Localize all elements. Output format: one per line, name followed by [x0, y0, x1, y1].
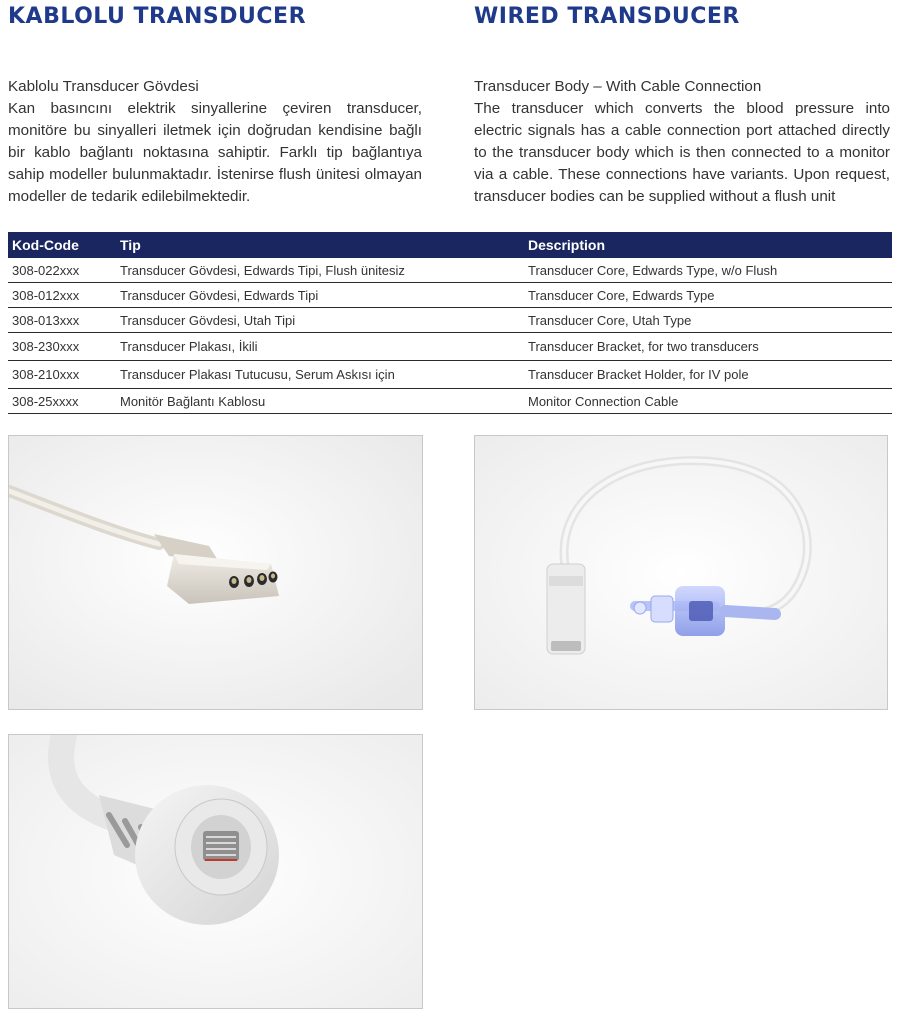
cable-connector-illustration: [9, 436, 422, 709]
wired-transducer-illustration: [475, 436, 887, 709]
cell-type: Transducer Gövdesi, Utah Tipi: [116, 308, 524, 333]
product-table: [8, 232, 892, 414]
table-row: [8, 333, 892, 361]
cell-type: Transducer Plakası, İkili: [116, 333, 524, 361]
monitor-plug-illustration: [9, 735, 422, 1008]
cell-code: 308-25xxxx: [8, 389, 116, 414]
intro-english-text: The transducer which converts the blood pressure into electric signals has a cable connection port attached directly to the transducer body which is then connected to a monitor via a cable. These connections have variants. Upon request, transducer bodies can be supplied without a flush unit: [474, 100, 890, 205]
cell-type: Transducer Gövdesi, Edwards Tipi: [116, 283, 524, 308]
intro-turkish-subtitle: Kablolu Transducer Gövdesi: [8, 78, 199, 95]
cell-type: Transducer Plakası Tutucusu, Serum Askısı için: [116, 361, 524, 389]
intro-english: [474, 76, 890, 208]
cell-code: 308-210xxx: [8, 361, 116, 389]
intro-turkish-text: Kan basıncını elektrik sinyallerine çeviren transducer, monitöre bu sinyalleri iletmek için doğrudan kendisine bağlı bir kablo bağlantı noktasına sahiptir. Farklı tip bağlantıya sahip modeller bulunmaktadır. İstenirse flush ünitesi olmayan modeller de tedarik edilebilmektedir.: [8, 100, 422, 205]
table-row: [8, 308, 892, 333]
intro-turkish: [8, 76, 422, 208]
intro-english-subtitle: Transducer Body – With Cable Connection: [474, 78, 762, 95]
table-row: [8, 258, 892, 283]
heading-turkish: KABLOLU TRANSDUCER: [8, 4, 307, 29]
table-row: [8, 389, 892, 414]
cell-description: Transducer Core, Edwards Type: [524, 283, 892, 308]
cell-type: Monitör Bağlantı Kablosu: [116, 389, 524, 414]
column-header-type: Tip: [116, 232, 524, 258]
cell-description: Transducer Core, Edwards Type, w/o Flush: [524, 258, 892, 283]
heading-english: WIRED TRANSDUCER: [474, 4, 740, 29]
cell-code: 308-013xxx: [8, 308, 116, 333]
column-header-description: Description: [524, 232, 892, 258]
cell-description: Transducer Bracket, for two transducers: [524, 333, 892, 361]
cell-code: 308-022xxx: [8, 258, 116, 283]
monitor-plug-photo: [8, 734, 423, 1009]
table-row: [8, 361, 892, 389]
table-row: [8, 283, 892, 308]
cable-connector-photo: [8, 435, 423, 710]
cell-type: Transducer Gövdesi, Edwards Tipi, Flush ünitesiz: [116, 258, 524, 283]
wired-transducer-photo: [474, 435, 888, 710]
cell-description: Monitor Connection Cable: [524, 389, 892, 414]
table-header-row: [8, 232, 892, 258]
cell-code: 308-230xxx: [8, 333, 116, 361]
cell-description: Transducer Bracket Holder, for IV pole: [524, 361, 892, 389]
cell-description: Transducer Core, Utah Type: [524, 308, 892, 333]
column-header-code: Kod-Code: [8, 232, 116, 258]
cell-code: 308-012xxx: [8, 283, 116, 308]
